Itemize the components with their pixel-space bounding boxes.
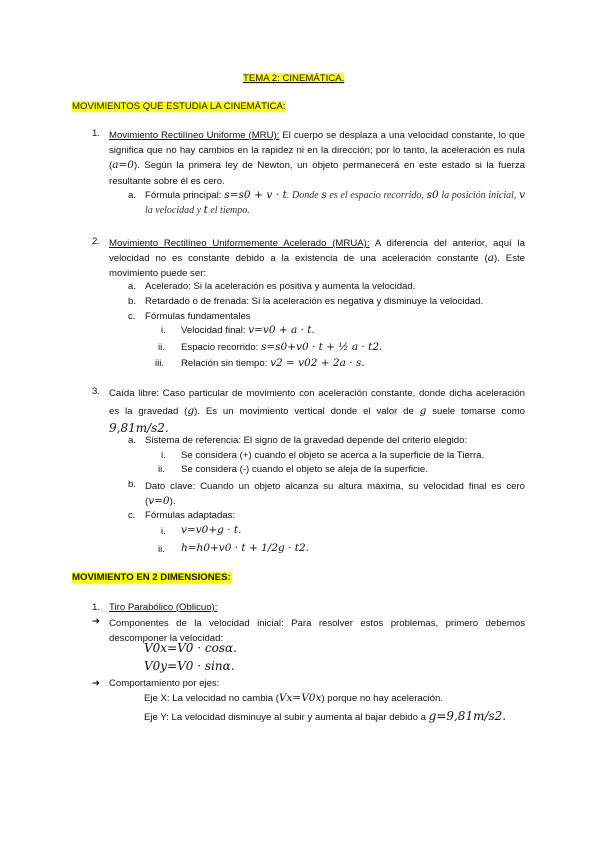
s2-formula-v0y: V0y=V0 · sinα.: [144, 659, 235, 673]
item3-c-i-marker: i.: [161, 526, 166, 537]
item2-mrua-paragraph: [109, 236, 525, 282]
s2-bullet1-text: Componentes de la velocidad inicial: Para resolver estos problemas, primero debemos descomponer la velocidad:: [109, 618, 525, 645]
item3-sub-b-text1: Dato clave: Cuando un objeto alcanza su altura máxima, su velocidad final es cero (: [145, 481, 525, 508]
s2-eje-y: [144, 709, 506, 723]
item1-sub-a-label: Fórmula principal:: [145, 190, 222, 201]
item1-sub-a-desc3: la posición inicial,: [438, 190, 520, 201]
item2-f1-label: Velocidad final:: [181, 325, 249, 336]
item2-sub-b: Retardado o de frenada: Si la aceleración es negativa y disminuye la velocidad.: [145, 296, 484, 307]
item1-sub-a-var-t: t: [203, 204, 208, 217]
item2-text1: A diferencia del anterior, aquí la velocidad no es constante debido a la existencia de una aceleración constante (: [109, 238, 526, 265]
item2-f2-label: Espacio recorrido:: [181, 342, 261, 353]
item1-mru-paragraph: [109, 128, 525, 189]
item3-sub-c: Fórmulas adaptadas:: [145, 510, 236, 521]
item2-marker: 2.: [92, 236, 101, 247]
item3-math-g2: g: [419, 404, 427, 417]
item2-sub-a-marker: a.: [128, 281, 137, 292]
item3-math-g: g: [187, 404, 195, 417]
item3-sub-b-marker: b.: [128, 479, 137, 490]
item3-sub-b-text2: ).: [169, 496, 176, 508]
s2-eje-y-math: g=9,81m/s2.: [428, 709, 507, 723]
item3-c-ii-formula: h=h0+v0 · t + 1/2g · t2.: [181, 542, 309, 554]
item3-sub-a-i: Se considera (+) cuando el objeto se acerca a la superficie de la Tierra.: [181, 450, 485, 461]
item3-paragraph: [109, 386, 525, 439]
item1-name: Movimiento Rectilíneo Uniforme (MRU):: [109, 130, 280, 141]
item2-name: Movimiento Rectilíneo Uniformemente Acelerado (MRUA):: [109, 238, 370, 249]
item1-sub-a-var-s: s: [321, 189, 327, 201]
s2-bullet2-text: Comportamiento por ejes:: [109, 678, 220, 689]
item1-math-a0: a=0: [112, 159, 134, 172]
item1-sub-a-desc5: el tiempo.: [207, 205, 250, 217]
s2-eje-y-text1: Eje Y: La velocidad disminuye al subir y aumenta al bajar debido a: [144, 712, 429, 723]
item3-text3: suele tomarse como: [426, 405, 526, 417]
s2-eje-x-math: Vx=V0x: [278, 692, 322, 704]
item2-sub-c: Fórmulas fundamentales: [145, 311, 251, 322]
item2-sub-a: Acelerado: Si la aceleración es positiva y aumenta la velocidad.: [145, 281, 416, 292]
item3-c-ii-marker: ii.: [158, 544, 165, 555]
item2-f3: [181, 357, 365, 369]
item3-sub-a-i-marker: i.: [161, 450, 166, 461]
item2-f3-formula: v2 = v02 + 2a · s.: [270, 357, 365, 369]
section1-heading: [72, 101, 286, 112]
item3-marker: 3.: [92, 386, 101, 397]
item3-sub-a-ii-marker: ii.: [158, 464, 165, 475]
item2-sub-b-marker: b.: [128, 296, 137, 307]
item1-text1: El cuerpo se desplaza a una velocidad constante, lo que significa que no hay cambios en la rapidez ni en la dirección; por lo tanto, la aceleración es nula (: [109, 130, 526, 172]
item2-f1: [181, 324, 315, 336]
item3-sub-b-math: v=0: [148, 495, 170, 508]
s2-bullet1-arrow-icon: ➔: [92, 616, 101, 627]
item1-sub-a-marker: a.: [128, 190, 137, 201]
item1-sub-a-desc4: la velocidad y: [145, 205, 204, 217]
item1-sub-a-formula: s=s0 + v · t: [224, 189, 287, 201]
item3-sub-a-ii: Se considera (-) cuando el objeto se aleja de la superficie.: [181, 464, 428, 475]
page-title-text: TEMA 2: CINEMÁTICA.: [243, 73, 345, 84]
s2-item1-marker: 1.: [92, 602, 101, 613]
item2-f2: [181, 341, 382, 353]
item2-sub-c-marker: c.: [128, 311, 136, 322]
item3-sub-c-marker: c.: [128, 510, 136, 521]
item3-math-val: 9,81m/s2.: [109, 421, 169, 435]
item2-text2: ). Este movimiento puede ser:: [109, 253, 525, 280]
item1-sub-a-var-v: v: [519, 189, 526, 201]
section1-heading-text: MOVIMIENTOS QUE ESTUDIA LA CINEMÁTICA:: [72, 101, 286, 112]
item2-f3-marker: iii.: [155, 358, 165, 369]
item2-f1-marker: i.: [161, 325, 166, 336]
item1-sub-a: [145, 188, 525, 218]
s2-eje-x-text1: Eje X: La velocidad no cambia (: [144, 693, 279, 704]
item3-sub-a-marker: a.: [128, 435, 137, 446]
item3-c-i-formula: v=v0+g · t.: [181, 524, 242, 536]
s2-bullet2-arrow-icon: ➔: [92, 678, 101, 689]
item1-marker: 1.: [92, 128, 101, 139]
item2-f2-marker: ii.: [158, 342, 165, 353]
s2-eje-x-text2: ) porque no hay aceleración.: [321, 693, 444, 704]
item2-f3-label: Relación sin tiempo:: [181, 358, 271, 369]
item1-sub-a-desc2: es el espacio recorrido,: [326, 190, 427, 201]
item3-sub-b: [145, 479, 525, 509]
s2-eje-x: [144, 692, 443, 704]
item1-sub-a-var-s0: s0: [426, 189, 439, 201]
item3-text1: Caída libre: Caso particular de movimiento con aceleración constante, donde dicha aceleración es la gravedad (: [109, 388, 525, 417]
s2-formula-v0x: V0x=V0 · cosα.: [144, 641, 237, 655]
item2-math-a: a: [487, 252, 495, 265]
section2-heading-text: MOVIMIENTO EN 2 DIMENSIONES:: [72, 572, 231, 583]
section2-heading: [72, 572, 231, 583]
item2-f2-formula: s=s0+v0 · t + ½ a · t2.: [260, 341, 383, 353]
page-title: [243, 73, 344, 84]
item2-f1-formula: v=v0 + a · t.: [248, 324, 315, 336]
s2-item1-name: Tiro Parabólico (Oblicuo):: [109, 602, 218, 613]
item1-sub-a-desc1: . Donde: [286, 190, 322, 201]
item1-text2: ). Según la primera ley de Newton, un objeto permanecerá en este estado si la fuerza resultante sobre él es cero.: [109, 160, 525, 187]
item3-sub-a: Sistema de referencia: El signo de la gravedad depende del criterio elegido:: [145, 435, 468, 446]
item3-text2: ). Es un movimiento vertical donde el valor de: [194, 405, 420, 417]
